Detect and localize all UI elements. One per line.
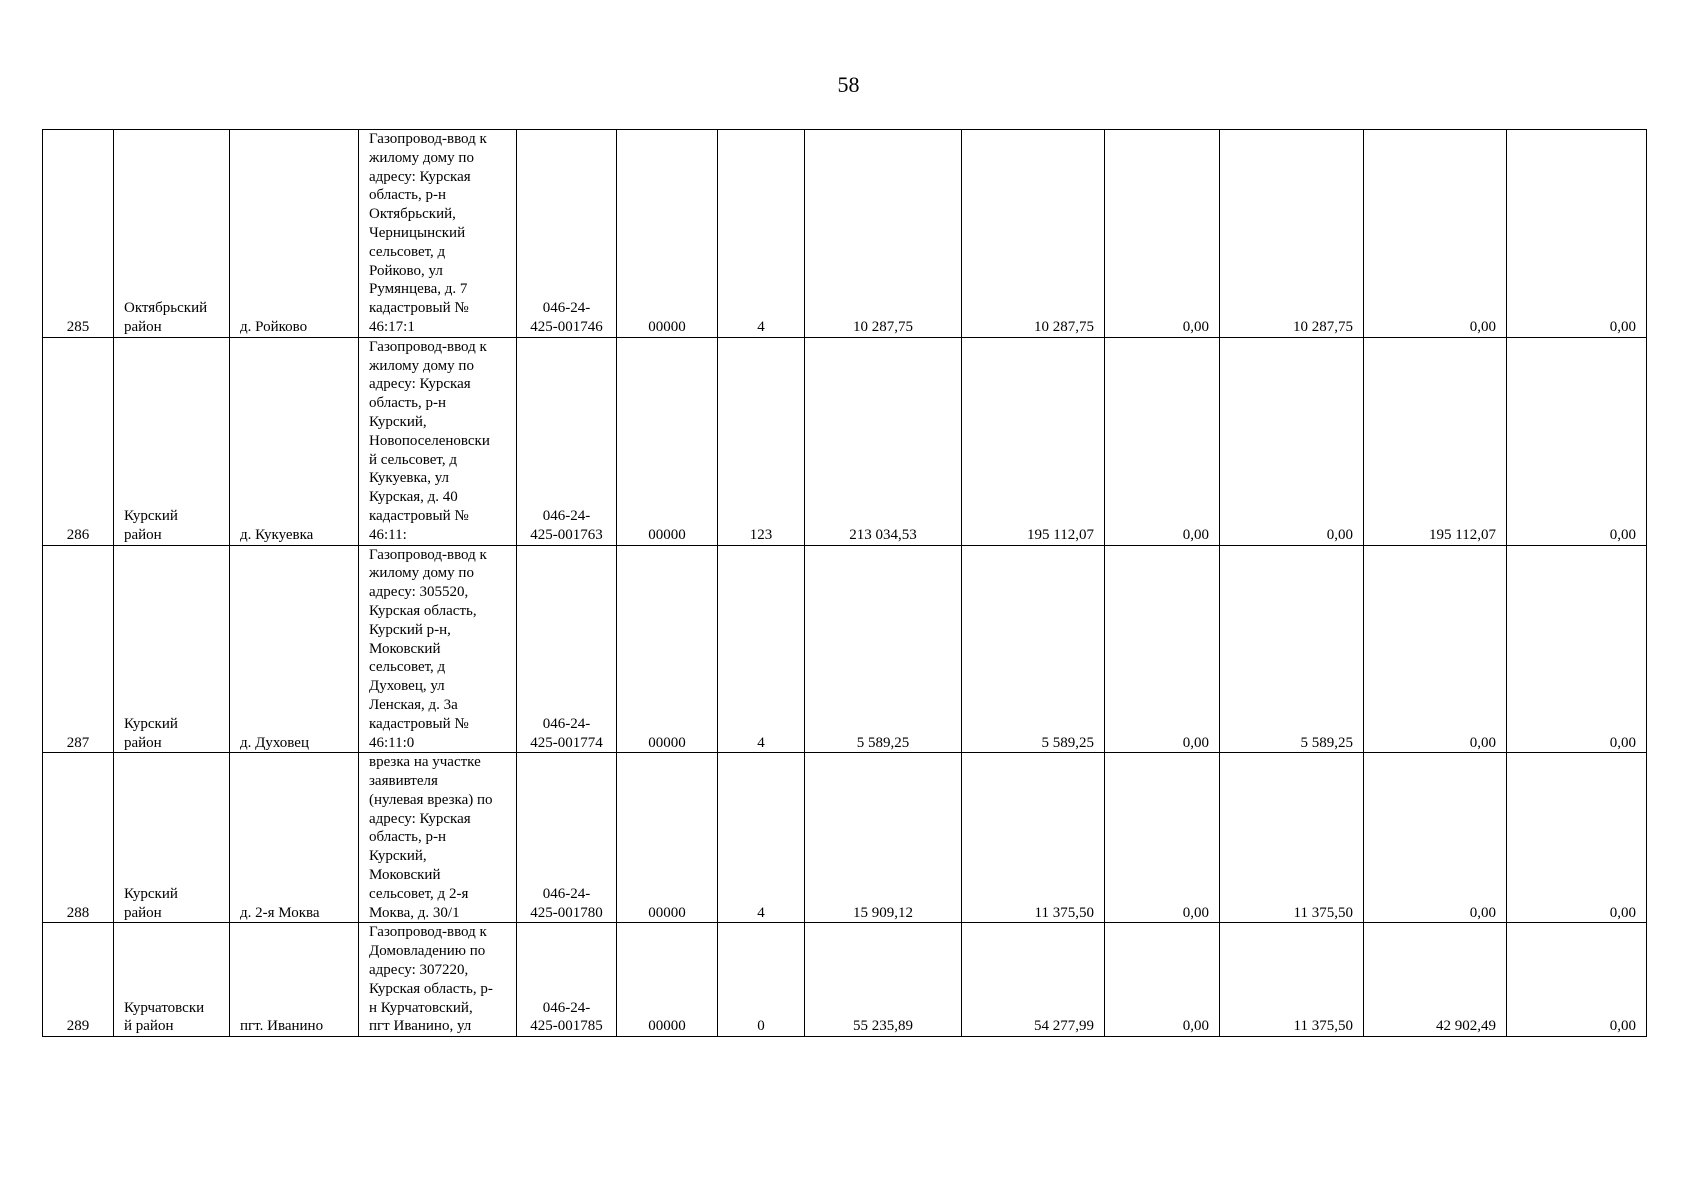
value-4-cell: 5 589,25 xyxy=(1220,545,1364,753)
description-cell-line: жилому дому по xyxy=(369,149,474,166)
quantity-cell: 4 xyxy=(718,130,805,338)
value-4-cell: 10 287,75 xyxy=(1220,130,1364,338)
code-cell-line: 046-24- xyxy=(542,300,591,317)
district-cell-line: Курчатовски xyxy=(124,999,205,1016)
value-3-cell: 0,00 xyxy=(1105,923,1220,1037)
description-cell-line: Черницынский xyxy=(369,224,466,241)
district-cell-line: район xyxy=(124,734,162,751)
description-cell-line: 46:17:1 xyxy=(369,318,415,335)
code-cell-line: 046-24- xyxy=(542,507,591,524)
description-cell-line: Духовец, ул xyxy=(369,678,445,695)
value-1-cell: 55 235,89 xyxy=(805,923,962,1037)
code-cell-line: 046-24- xyxy=(542,885,591,902)
locality-cell: пгт. Иванино xyxy=(230,923,359,1037)
value-5-cell: 0,00 xyxy=(1364,130,1507,338)
code-cell-line: 425-001746 xyxy=(530,318,603,335)
district-cell-line: Курский xyxy=(124,507,178,524)
value-5-cell: 0,00 xyxy=(1364,545,1507,753)
value-3-cell: 0,00 xyxy=(1105,130,1220,338)
description-cell-line: Газопровод-ввод к xyxy=(369,546,487,563)
row-number-cell: 288 xyxy=(43,753,114,923)
value-3-cell: 0,00 xyxy=(1105,545,1220,753)
description-cell-line: Октябрьский, xyxy=(369,206,456,223)
description-cell-line: адресу: Курская xyxy=(369,168,471,185)
value-1-cell: 5 589,25 xyxy=(805,545,962,753)
description-cell-line: Курская, д. 40 xyxy=(369,489,458,506)
district-cell-line: район xyxy=(124,904,162,921)
code-cell-line: 425-001780 xyxy=(530,904,603,921)
district-cell xyxy=(114,130,230,338)
table-row xyxy=(43,923,1647,1037)
code-cell xyxy=(517,130,617,338)
description-cell-line: адресу: Курская xyxy=(369,810,471,827)
district-cell-line: й район xyxy=(124,1018,174,1035)
description-cell-line: Моква, д. 30/1 xyxy=(369,904,460,921)
value-4-cell: 11 375,50 xyxy=(1220,753,1364,923)
value-4-cell: 11 375,50 xyxy=(1220,923,1364,1037)
value-6-cell: 0,00 xyxy=(1507,753,1647,923)
description-cell-line: врезка на участке xyxy=(369,754,481,771)
value-1-cell: 15 909,12 xyxy=(805,753,962,923)
description-cell-line: Домовладению по xyxy=(369,943,486,960)
locality-cell: д. Кукуевка xyxy=(230,337,359,545)
table-row xyxy=(43,545,1647,753)
code-cell xyxy=(517,545,617,753)
value-2-cell: 11 375,50 xyxy=(962,753,1105,923)
description-cell-line: Газопровод-ввод к xyxy=(369,131,487,147)
district-cell xyxy=(114,923,230,1037)
description-cell-line: Моковский xyxy=(369,867,441,884)
description-cell-line: Ленская, д. 3а xyxy=(369,696,458,713)
value-2-cell: 5 589,25 xyxy=(962,545,1105,753)
table-row xyxy=(43,337,1647,545)
value-5-cell: 42 902,49 xyxy=(1364,923,1507,1037)
code-cell-line: 425-001763 xyxy=(530,526,603,543)
kod-cell: 00000 xyxy=(617,753,718,923)
description-cell-line: адресу: Курская xyxy=(369,376,471,393)
quantity-cell: 123 xyxy=(718,337,805,545)
description-cell-line: пгт Иванино, ул xyxy=(369,1018,472,1035)
value-6-cell: 0,00 xyxy=(1507,923,1647,1037)
description-cell-line: 46:11:0 xyxy=(369,734,415,751)
district-cell xyxy=(114,753,230,923)
description-cell-line: область, р-н xyxy=(369,829,446,846)
description-cell-line: й сельсовет, д xyxy=(369,451,457,468)
locality-cell: д. 2-я Моква xyxy=(230,753,359,923)
kod-cell: 00000 xyxy=(617,337,718,545)
description-cell-line: Курский, xyxy=(369,848,427,865)
data-table xyxy=(42,129,1647,1037)
value-6-cell: 0,00 xyxy=(1507,337,1647,545)
district-cell-line: Октябрьский xyxy=(124,300,208,317)
description-cell xyxy=(359,923,517,1037)
value-3-cell: 0,00 xyxy=(1105,753,1220,923)
value-1-cell: 10 287,75 xyxy=(805,130,962,338)
description-cell-line: адресу: 307220, xyxy=(369,962,469,979)
code-cell xyxy=(517,753,617,923)
description-cell xyxy=(359,753,517,923)
code-cell-line: 046-24- xyxy=(542,715,591,732)
row-number-cell: 285 xyxy=(43,130,114,338)
value-6-cell: 0,00 xyxy=(1507,130,1647,338)
value-4-cell: 0,00 xyxy=(1220,337,1364,545)
description-cell-line: жилому дому по xyxy=(369,565,474,582)
description-cell-line: кадастровый № xyxy=(369,300,469,317)
description-cell-line: Курская область, xyxy=(369,602,477,619)
quantity-cell: 4 xyxy=(718,753,805,923)
description-cell-line: 46:11: xyxy=(369,526,407,543)
description-cell-line: н Курчатовский, xyxy=(369,999,473,1016)
quantity-cell: 4 xyxy=(718,545,805,753)
description-cell-line: Ройково, ул xyxy=(369,262,443,279)
description-cell-line: (нулевая врезка) по xyxy=(369,791,493,808)
district-cell-line: район xyxy=(124,318,162,335)
description-cell-line: кадастровый № xyxy=(369,715,469,732)
row-number-cell: 287 xyxy=(43,545,114,753)
kod-cell: 00000 xyxy=(617,923,718,1037)
description-cell-line: жилому дому по xyxy=(369,357,474,374)
district-cell-line: Курский xyxy=(124,885,178,902)
description-cell-line: Курский, xyxy=(369,413,427,430)
kod-cell: 00000 xyxy=(617,130,718,338)
district-cell xyxy=(114,545,230,753)
district-cell-line: Курский xyxy=(124,715,178,732)
description-cell-line: сельсовет, д 2-я xyxy=(369,885,469,902)
code-cell xyxy=(517,337,617,545)
description-cell-line: сельсовет, д xyxy=(369,243,446,260)
description-cell-line: адресу: 305520, xyxy=(369,584,469,601)
locality-cell: д. Духовец xyxy=(230,545,359,753)
description-cell xyxy=(359,337,517,545)
description-cell-line: заявивтеля xyxy=(369,773,438,790)
description-cell-line: сельсовет, д xyxy=(369,659,446,676)
description-cell-line: Кукуевка, ул xyxy=(369,470,450,487)
kod-cell: 00000 xyxy=(617,545,718,753)
value-5-cell: 0,00 xyxy=(1364,753,1507,923)
district-cell xyxy=(114,337,230,545)
value-6-cell: 0,00 xyxy=(1507,545,1647,753)
locality-cell: д. Ройково xyxy=(230,130,359,338)
page-number: 58 xyxy=(837,72,860,97)
description-cell-line: Курская область, р- xyxy=(369,980,493,997)
description-cell-line: Моковский xyxy=(369,640,441,657)
quantity-cell: 0 xyxy=(718,923,805,1037)
table-row xyxy=(43,753,1647,923)
description-cell-line: Румянцева, д. 7 xyxy=(369,281,468,298)
code-cell-line: 425-001785 xyxy=(530,1018,603,1035)
value-2-cell: 10 287,75 xyxy=(962,130,1105,338)
district-cell-line: район xyxy=(124,526,162,543)
description-cell xyxy=(359,130,517,338)
value-3-cell: 0,00 xyxy=(1105,337,1220,545)
code-cell xyxy=(517,923,617,1037)
table-row xyxy=(43,130,1647,338)
description-cell-line: Газопровод-ввод к xyxy=(369,338,487,355)
description-cell-line: область, р-н xyxy=(369,395,446,412)
code-cell-line: 046-24- xyxy=(542,999,591,1016)
description-cell xyxy=(359,545,517,753)
row-number-cell: 289 xyxy=(43,923,114,1037)
code-cell-line: 425-001774 xyxy=(530,734,603,751)
description-cell-line: кадастровый № xyxy=(369,507,469,524)
description-cell-line: область, р-н xyxy=(369,187,446,204)
value-2-cell: 195 112,07 xyxy=(962,337,1105,545)
description-cell-line: Газопровод-ввод к xyxy=(369,924,487,941)
value-2-cell: 54 277,99 xyxy=(962,923,1105,1037)
row-number-cell: 286 xyxy=(43,337,114,545)
description-cell-line: Новопоселеновски xyxy=(369,432,490,449)
value-1-cell: 213 034,53 xyxy=(805,337,962,545)
value-5-cell: 195 112,07 xyxy=(1364,337,1507,545)
description-cell-line: Курский р-н, xyxy=(369,621,451,638)
